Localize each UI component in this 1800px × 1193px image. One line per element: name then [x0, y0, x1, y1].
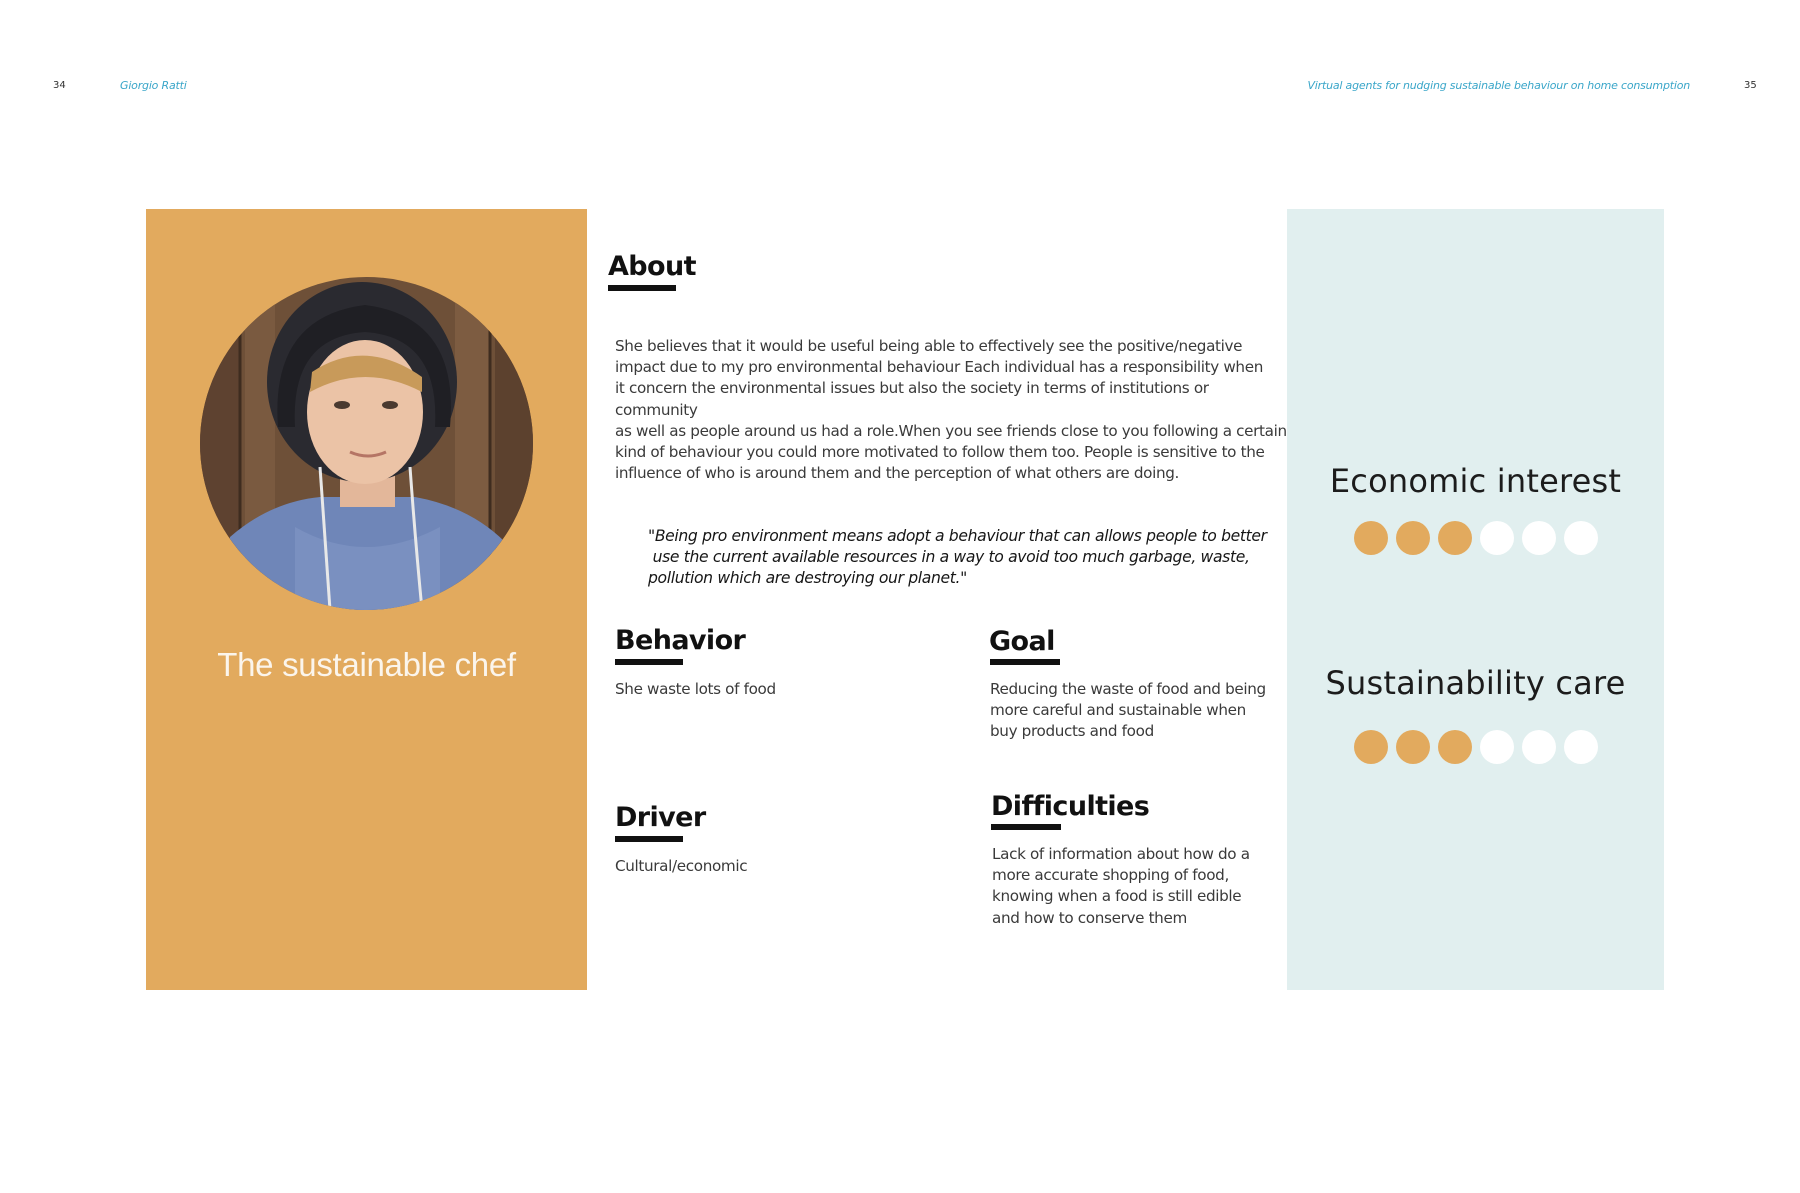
goal-heading: Goal: [989, 626, 1055, 657]
rating-dot-empty: [1522, 730, 1556, 764]
rating-dot-empty: [1564, 521, 1598, 555]
persona-portrait: [200, 277, 533, 610]
persona-photo-illustration: [200, 277, 533, 610]
left-page-number: 34: [53, 80, 66, 91]
driver-underline: [615, 836, 683, 842]
difficulties-text: Lack of information about how do a more accurate shopping of food, knowing when a food is still edible and how to conserve them: [992, 845, 1250, 927]
goal-underline: [990, 659, 1060, 665]
about-underline: [608, 285, 676, 291]
behavior-heading: Behavior: [615, 625, 746, 656]
persona-quote: "Being pro environment means adopt a behaviour that can allows people to better use the current available resources in a way to avoid too much garbage, waste, pollution which are destroying our planet.": [648, 527, 1267, 588]
thesis-title: Virtual agents for nudging sustainable behaviour on home consumption: [1307, 79, 1690, 92]
goal-text: Reducing the waste of food and being more careful and sustainable when buy products and food: [990, 680, 1266, 741]
rating-dot-filled: [1438, 521, 1472, 555]
rating-dot-filled: [1354, 730, 1388, 764]
rating-dot-filled: [1354, 521, 1388, 555]
rating-dot-empty: [1480, 521, 1514, 555]
rating-dot-filled: [1396, 730, 1430, 764]
sustainability-care-label: Sustainability care: [1325, 664, 1626, 702]
rating-dot-empty: [1564, 730, 1598, 764]
sustainability-care-rating: [1354, 730, 1598, 764]
economic-interest-rating: [1354, 521, 1598, 555]
rating-dot-filled: [1438, 730, 1472, 764]
ratings-panel: [1287, 209, 1664, 990]
economic-interest-label: Economic interest: [1329, 462, 1622, 500]
right-page-number: 35: [1744, 80, 1757, 91]
author-name: Giorgio Ratti: [120, 79, 187, 92]
behavior-underline: [615, 659, 683, 665]
driver-heading: Driver: [615, 802, 706, 833]
driver-text: Cultural/economic: [615, 857, 748, 875]
difficulties-underline: [991, 824, 1061, 830]
behavior-text: She waste lots of food: [615, 680, 776, 698]
persona-name: The sustainable chef: [217, 646, 516, 683]
rating-dot-filled: [1396, 521, 1430, 555]
about-text: She believes that it would be useful being able to effectively see the positive/negative impact due to my pro environmental behaviour Each individual has a responsibility when it concern the environmental issues but also the society in terms of institutions or community as well as people around us had a role.When you see friends close to you following a certain kind of behaviour you could more motivated to follow them too. People is sensitive to the influence of who is around them and the perception of what others are doing.: [615, 337, 1287, 483]
about-heading: About: [608, 251, 696, 282]
rating-dot-empty: [1480, 730, 1514, 764]
rating-dot-empty: [1522, 521, 1556, 555]
difficulties-heading: Difficulties: [991, 791, 1150, 822]
